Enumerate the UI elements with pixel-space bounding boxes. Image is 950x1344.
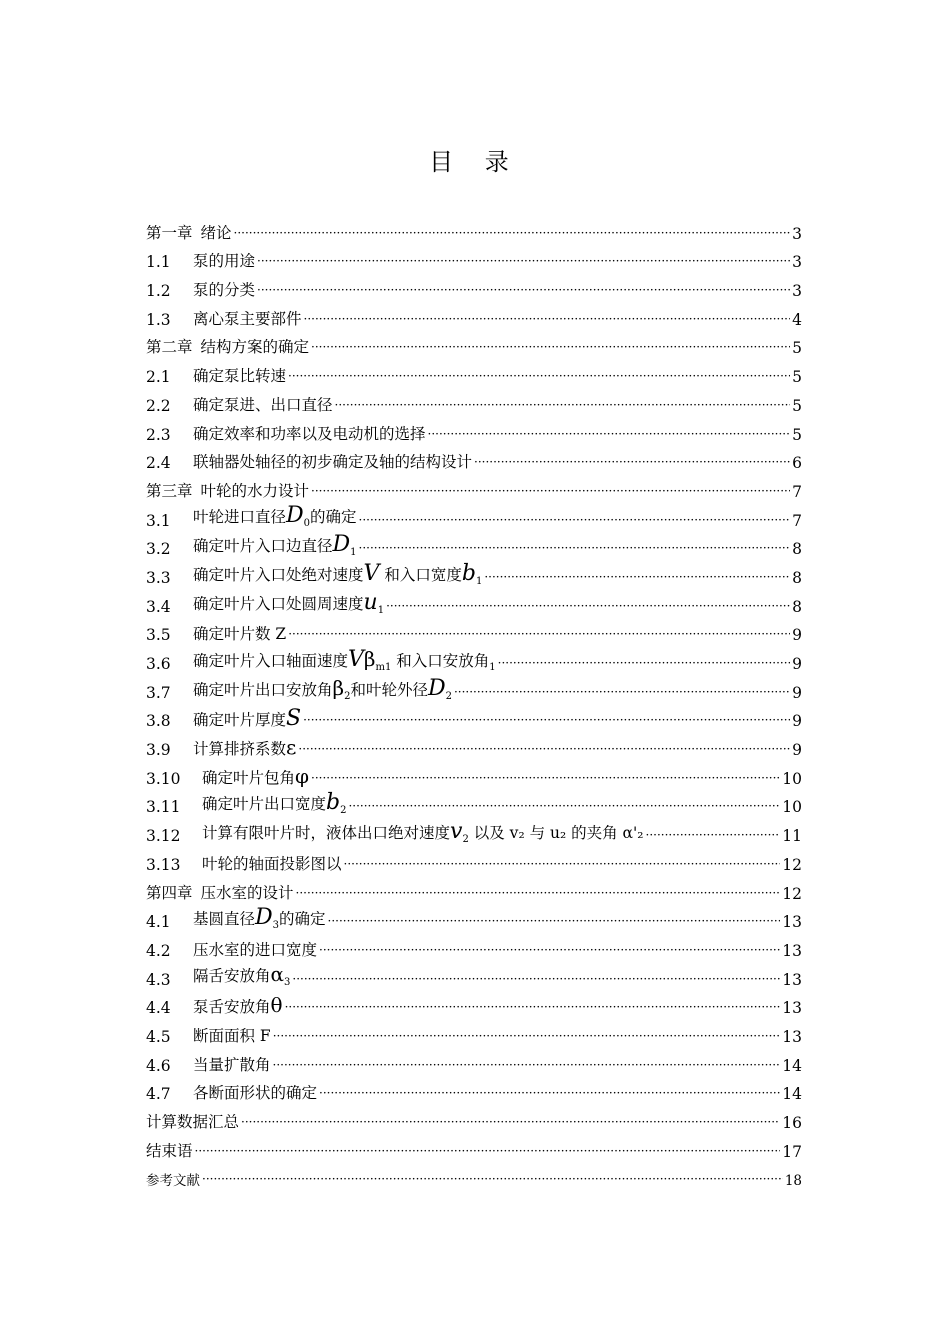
math-symbol: b xyxy=(326,790,341,816)
toc-entry[interactable] xyxy=(146,386,802,415)
toc-entry-title xyxy=(193,278,255,300)
toc-entry-title xyxy=(193,622,286,644)
toc-entry[interactable] xyxy=(146,816,802,845)
toc-entry-text: 断面面积 F xyxy=(193,1026,271,1045)
dot-leader xyxy=(386,599,790,616)
toc-entry[interactable] xyxy=(146,214,802,243)
dot-leader xyxy=(292,972,780,989)
dot-leader xyxy=(359,513,790,530)
toc-entry[interactable] xyxy=(146,1046,802,1075)
greek-symbol: α xyxy=(270,962,285,987)
toc-entry-text: 结构方案的确定 xyxy=(200,338,310,357)
math-subscript: 1 xyxy=(489,662,496,673)
toc-page-number: 6 xyxy=(792,454,802,473)
toc-entry-number: 2.4 xyxy=(146,454,171,473)
toc-entry-number: 2.2 xyxy=(146,396,171,415)
dot-leader xyxy=(296,886,781,903)
toc-entry[interactable] xyxy=(146,444,802,473)
toc-entry[interactable] xyxy=(146,845,802,874)
toc-entry-number: 3.11 xyxy=(146,798,181,817)
toc-entry-text: 确定效率和功率以及电动机的选择 xyxy=(193,424,426,443)
math-symbol: V xyxy=(363,560,380,586)
math-symbol: D xyxy=(255,905,273,931)
math-symbol: u xyxy=(363,589,378,615)
toc-entry-number: 4.3 xyxy=(146,970,171,989)
toc-entry-number: 第二章 xyxy=(146,338,193,357)
toc-entry-title xyxy=(193,307,302,329)
toc-page-number: 12 xyxy=(782,884,802,903)
math-subscript: m1 xyxy=(375,662,392,673)
dot-leader xyxy=(328,914,781,931)
math-symbol: S xyxy=(286,706,302,732)
toc-entry-text: 绪论 xyxy=(200,223,232,242)
toc-entry-text: 确定叶片入口处圆周速度 xyxy=(193,594,364,613)
toc-entry-title xyxy=(193,1081,317,1103)
toc-entry[interactable] xyxy=(146,558,802,587)
toc-entry[interactable] xyxy=(146,415,802,444)
toc-entry-text: 确定叶片入口边直径 xyxy=(193,537,333,556)
toc-entry-title xyxy=(193,422,426,444)
toc-entry[interactable] xyxy=(146,730,802,759)
toc-entry-text: 联轴器处轴径的初步确定及轴的结构设计 xyxy=(193,453,473,472)
dot-leader xyxy=(234,226,790,243)
toc-entry-number: 3.7 xyxy=(146,683,171,702)
toc-entry-text: 确定泵比转速 xyxy=(193,367,287,386)
toc-page-number: 18 xyxy=(784,1173,802,1190)
toc-page-number: 7 xyxy=(792,482,802,501)
toc-entry-number: 1.3 xyxy=(146,310,171,329)
toc-page-number: 8 xyxy=(792,540,802,559)
toc-entry[interactable] xyxy=(146,472,802,501)
toc-entry[interactable] xyxy=(146,501,802,530)
dot-leader xyxy=(311,340,790,357)
math-subscript: 2 xyxy=(344,690,351,702)
toc-entry-text: 基圆直径 xyxy=(193,910,256,929)
math-symbol: v xyxy=(450,819,463,845)
table-of-contents xyxy=(146,214,802,1189)
toc-page-number: 7 xyxy=(792,511,802,530)
toc-entry[interactable] xyxy=(146,1017,802,1046)
toc-entry-text: 叶轮进口直径 xyxy=(193,508,287,527)
toc-page-number: 10 xyxy=(782,798,802,817)
math-symbol: V xyxy=(348,646,364,672)
math-subscript: 2 xyxy=(340,805,347,817)
toc-entry[interactable] xyxy=(146,271,802,300)
dot-leader xyxy=(303,713,790,730)
toc-entry-number: 3.13 xyxy=(146,855,181,874)
toc-entry-title xyxy=(193,364,286,386)
dot-leader xyxy=(288,369,790,386)
toc-page-number: 9 xyxy=(792,741,802,760)
toc-entry[interactable] xyxy=(146,243,802,272)
dot-leader xyxy=(288,627,790,644)
toc-entry-text: 确定叶片数 Z xyxy=(193,625,287,644)
toc-entry-text: 叶轮的水力设计 xyxy=(200,481,310,500)
toc-entry-title xyxy=(193,560,483,587)
toc-entry-title xyxy=(146,1169,200,1189)
toc-entry-text: 确定叶片出口安放角 xyxy=(193,680,333,699)
toc-entry-text: 计算数据汇总 xyxy=(146,1113,240,1131)
toc-entry-number: 2.1 xyxy=(146,368,171,387)
dot-leader xyxy=(646,828,781,845)
toc-entry-text: 确定叶片出口宽度 xyxy=(202,795,327,814)
toc-entry-text: 确定叶片入口轴面速度 xyxy=(193,651,349,670)
dot-leader xyxy=(257,283,790,300)
toc-page-number: 9 xyxy=(792,655,802,673)
toc-entry-title xyxy=(193,907,326,931)
dot-leader xyxy=(474,455,790,472)
toc-entry[interactable] xyxy=(146,1103,802,1132)
toc-entry-title xyxy=(193,1053,271,1075)
toc-page-number: 14 xyxy=(782,1056,802,1075)
greek-symbol: β xyxy=(363,646,376,671)
toc-entry[interactable] xyxy=(146,903,802,932)
toc-entry-number: 1.1 xyxy=(146,253,171,272)
dot-leader xyxy=(428,427,790,444)
toc-entry-number: 4.7 xyxy=(146,1085,171,1104)
toc-entry-title xyxy=(201,221,232,243)
dot-leader xyxy=(348,799,780,816)
dot-leader xyxy=(311,484,790,501)
toc-entry-number: 3.9 xyxy=(146,741,171,760)
dot-leader xyxy=(257,254,790,271)
math-subscript: 0 xyxy=(303,518,311,530)
dot-leader xyxy=(273,1029,781,1046)
toc-entry-text-suffix: 和入口宽度 xyxy=(379,565,462,584)
toc-entry-number: 4.5 xyxy=(146,1027,171,1046)
math-subscript: 1 xyxy=(377,604,385,616)
toc-entry[interactable] xyxy=(146,673,802,702)
toc-entry-title xyxy=(193,995,283,1017)
toc-entry-text: 叶轮的轴面投影图以 xyxy=(202,854,342,873)
toc-entry[interactable] xyxy=(146,587,802,616)
toc-page-number: 12 xyxy=(782,855,802,874)
toc-entry-title xyxy=(193,505,357,529)
dot-leader xyxy=(195,1144,781,1161)
math-symbol: b xyxy=(461,560,476,586)
dot-leader xyxy=(454,685,790,702)
toc-entry-text: 确定泵进、出口直径 xyxy=(193,395,333,414)
toc-page-number: 9 xyxy=(792,683,802,702)
toc-entry[interactable] xyxy=(146,989,802,1018)
toc-entry-number: 2.3 xyxy=(146,425,171,444)
toc-entry[interactable] xyxy=(146,1075,802,1104)
toc-entry[interactable] xyxy=(146,702,802,731)
toc-entry-title xyxy=(146,1110,239,1132)
toc-page-number: 5 xyxy=(792,368,802,387)
toc-entry-title xyxy=(193,450,472,472)
toc-page-number: 8 xyxy=(792,597,802,616)
toc-entry[interactable] xyxy=(146,616,802,645)
toc-entry-number: 第四章 xyxy=(146,883,193,902)
toc-entry-text: 隔舌安放角 xyxy=(193,967,271,986)
toc-entry-title xyxy=(193,675,452,702)
toc-entry-number: 3.8 xyxy=(146,712,171,731)
toc-entry[interactable] xyxy=(146,1132,802,1161)
greek-symbol: θ xyxy=(270,993,283,1018)
page-title: 目 录 xyxy=(429,148,521,176)
toc-entry-number: 3.3 xyxy=(146,568,171,587)
toc-entry-title xyxy=(193,938,317,960)
toc-page-number: 13 xyxy=(782,970,802,989)
toc-page-number: 3 xyxy=(792,224,802,243)
toc-entry-title xyxy=(202,792,346,816)
toc-entry-text: 当量扩散角 xyxy=(193,1055,271,1074)
toc-entry-title xyxy=(193,646,496,673)
toc-entry-title xyxy=(193,249,255,271)
dot-leader xyxy=(335,398,790,415)
toc-page-number: 16 xyxy=(782,1114,802,1132)
toc-entry[interactable] xyxy=(146,759,802,788)
toc-entry[interactable] xyxy=(146,644,802,673)
dot-leader xyxy=(319,943,780,960)
toc-page-number: 11 xyxy=(782,827,802,846)
toc-page-number: 9 xyxy=(792,626,802,645)
toc-entry-text: 参考文献 xyxy=(146,1173,200,1190)
toc-entry[interactable] xyxy=(146,300,802,329)
dot-leader xyxy=(202,1172,783,1189)
dot-leader xyxy=(285,1000,781,1017)
toc-entry-text: 确定叶片包角 xyxy=(202,768,296,787)
toc-entry-text-suffix: 的确定 xyxy=(279,910,326,929)
toc-page-number: 13 xyxy=(782,941,802,960)
toc-entry-title xyxy=(193,737,296,759)
dot-leader xyxy=(484,570,790,587)
toc-entry-text-suffix: 以及 v₂ 与 u₂ 的夹角 α'₂ xyxy=(468,824,644,843)
greek-symbol: β xyxy=(332,675,345,700)
toc-entry[interactable] xyxy=(146,357,802,386)
toc-entry-text: 计算排挤系数 xyxy=(193,740,287,759)
toc-entry-text: 确定叶片入口处绝对速度 xyxy=(193,565,364,584)
toc-page-number: 5 xyxy=(792,396,802,415)
toc-entry-text: 泵的用途 xyxy=(193,252,256,271)
toc-entry-text: 泵舌安放角 xyxy=(193,998,271,1017)
toc-entry-text: 压水室的进口宽度 xyxy=(193,940,318,959)
dot-leader xyxy=(311,771,780,788)
toc-page-number: 10 xyxy=(782,769,802,788)
toc-entry-number: 3.10 xyxy=(146,769,181,788)
math-subscript: 2 xyxy=(462,834,469,846)
toc-entry[interactable] xyxy=(146,1161,802,1190)
toc-entry-title xyxy=(146,1139,193,1161)
toc-page-number: 5 xyxy=(792,339,802,358)
math-subscript: 3 xyxy=(284,977,291,989)
math-symbol: D xyxy=(427,675,446,701)
toc-entry[interactable] xyxy=(146,329,802,358)
toc-entry-number: 4.4 xyxy=(146,999,171,1018)
toc-entry-number: 4.6 xyxy=(146,1056,171,1075)
toc-entry-title xyxy=(193,589,385,616)
toc-entry-number: 4.2 xyxy=(146,941,171,960)
toc-entry-title xyxy=(193,393,333,415)
toc-page-number: 9 xyxy=(792,712,802,731)
dot-leader xyxy=(273,1058,781,1075)
toc-entry-text: 离心泵主要部件 xyxy=(193,309,302,328)
toc-entry-text: 各断面形状的确定 xyxy=(193,1084,318,1103)
toc-page-number: 13 xyxy=(782,999,802,1018)
toc-entry[interactable] xyxy=(146,931,802,960)
dot-leader xyxy=(304,312,790,329)
toc-entry-text-suffix: 的确定 xyxy=(310,508,357,527)
toc-entry-text: 压水室的设计 xyxy=(200,883,294,902)
greek-symbol: φ xyxy=(295,763,310,788)
toc-entry-number: 3.2 xyxy=(146,540,171,559)
math-subscript: 2 xyxy=(445,690,452,702)
math-symbol: D xyxy=(332,532,351,558)
dot-leader xyxy=(319,1086,780,1103)
toc-page-number: 17 xyxy=(782,1142,802,1161)
toc-entry-text: 泵的分类 xyxy=(193,281,256,300)
dot-leader xyxy=(498,656,790,673)
toc-entry-text-suffix: 和叶轮外径 xyxy=(350,680,428,699)
toc-entry[interactable] xyxy=(146,530,802,559)
toc-entry-title xyxy=(202,852,342,874)
toc-entry[interactable] xyxy=(146,788,802,817)
math-subscript: 1 xyxy=(475,575,483,587)
toc-entry-title xyxy=(193,1024,271,1046)
toc-entry-number: 第一章 xyxy=(146,223,193,242)
greek-symbol: ε xyxy=(286,735,297,760)
toc-entry-text: 计算有限叶片时，液体出口绝对速度 xyxy=(202,824,451,843)
toc-page-number: 13 xyxy=(782,1027,802,1046)
toc-entry-title xyxy=(193,964,290,988)
toc-entry-number: 4.1 xyxy=(146,913,171,932)
toc-page-number: 5 xyxy=(792,425,802,444)
toc-entry-text-suffix: 和入口安放角 xyxy=(391,651,490,670)
toc-entry-number: 3.4 xyxy=(146,597,171,616)
dot-leader xyxy=(241,1115,780,1132)
toc-page-number: 3 xyxy=(792,253,802,272)
toc-entry-number: 3.1 xyxy=(146,511,171,530)
toc-entry-title xyxy=(202,821,644,845)
toc-page-number: 13 xyxy=(782,913,802,932)
toc-entry-text: 确定叶片厚度 xyxy=(193,711,287,730)
toc-entry-number: 3.12 xyxy=(146,827,181,846)
dot-leader xyxy=(298,742,790,759)
toc-entry-title xyxy=(193,708,301,730)
math-subscript: 3 xyxy=(272,920,280,932)
toc-entry-text: 结束语 xyxy=(146,1141,193,1160)
toc-entry-number: 3.5 xyxy=(146,626,171,645)
toc-entry-number: 3.6 xyxy=(146,655,171,673)
toc-entry-title xyxy=(201,881,294,903)
math-subscript: 1 xyxy=(350,547,357,559)
toc-entry-title xyxy=(202,763,310,788)
dot-leader xyxy=(359,541,790,558)
math-symbol: D xyxy=(286,503,304,529)
toc-entry-number: 第三章 xyxy=(146,481,193,500)
dot-leader xyxy=(344,857,781,874)
toc-entry[interactable] xyxy=(146,874,802,903)
toc-page-number: 8 xyxy=(792,568,802,587)
toc-page-number: 14 xyxy=(782,1085,802,1104)
toc-entry-title xyxy=(201,335,310,357)
toc-entry-number: 1.2 xyxy=(146,282,171,301)
toc-page-number: 4 xyxy=(792,310,802,329)
toc-entry[interactable] xyxy=(146,960,802,989)
toc-entry-title xyxy=(193,534,357,558)
toc-page-number: 3 xyxy=(792,282,802,301)
toc-entry-title xyxy=(201,479,310,501)
